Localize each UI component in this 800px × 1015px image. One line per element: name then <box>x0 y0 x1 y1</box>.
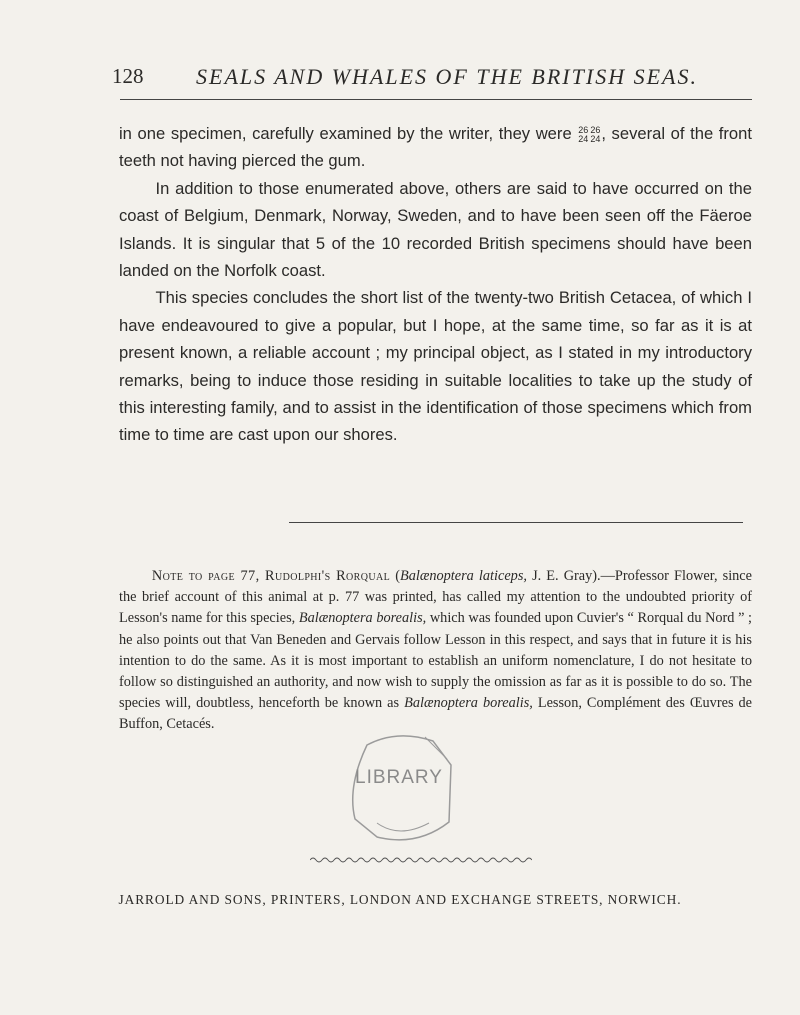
footnote-paragraph: Note to page 77, Rudolphi's Rorqual (Balænoptera laticeps, J. E. Gray).—Professor Flower, since the brief account of this animal at p. 77 was printed, has called my attention to the undoubted priority of Lesson's name for this species, Balænoptera borealis, which was founded upon Cuvier's “ Rorqual du Nord ” ; he also points out that Van Beneden and Gervais follow Lesson in this respect, and says that in future it is his intention to do the same. As it is most important to establish an uniform nomenclature, I do not hesitate to follow so distinguished an authority, and now wish to supply the omission as far as it is possible to do so. The species will, doubtless, henceforth be known as Balænoptera borealis, Lesson, Complément des Œuvres de Buffon, Cetacés. <box>119 568 753 733</box>
paragraph-2: In addition to those enumerated above, others are said to have occurred on the coast of Belgium, Denmark, Norway, Sweden, and to have been seen off the Fäeroe Islands. It is singular that 5 of the 10 recorded British specimens should have been landed on the Norfolk coast. <box>119 178 752 281</box>
footnote <box>119 566 752 736</box>
page-number: 128 <box>112 64 144 88</box>
page-header <box>0 58 800 98</box>
paragraph-3: This species concludes the short list of the twenty-two British Cetacea, of which I have endeavoured to give a popular, but I hope, at the same time, so far as it is at present known, a reliable account ; my principal object, as I stated in my introductory remarks, being to induce those residing in suitable localities to take up the study of this interesting family, and to assist in the identification of those specimens which from time to time are cast upon our shores. <box>119 288 752 445</box>
species-name: Balænoptera borealis, <box>404 695 533 712</box>
stamp-label: LIBRARY <box>355 767 443 788</box>
species-name: Balænoptera laticeps, <box>399 568 527 584</box>
fraction: 26 24 <box>590 124 601 144</box>
library-stamp <box>337 727 461 849</box>
header-rule <box>120 99 752 100</box>
section-rule <box>289 522 743 523</box>
species-name: Balænoptera borealis, <box>298 610 427 627</box>
wavy-divider <box>310 856 532 864</box>
paragraph-1: in one specimen, carefully examined by the writer, they were 26 24 26 24 , several of the front teeth not having pierced the gum. <box>119 124 752 171</box>
footnote-heading: Note to page 77, Rudolphi's Rorqual <box>151 568 391 584</box>
running-title: SEALS AND WHALES OF THE BRITISH SEAS. <box>196 64 698 89</box>
fraction: 26 24 <box>578 124 589 144</box>
body-text <box>119 120 752 449</box>
printer-imprint: JARROLD AND SONS, PRINTERS, LONDON AND EXCHANGE STREETS, NORWICH. <box>118 892 682 907</box>
